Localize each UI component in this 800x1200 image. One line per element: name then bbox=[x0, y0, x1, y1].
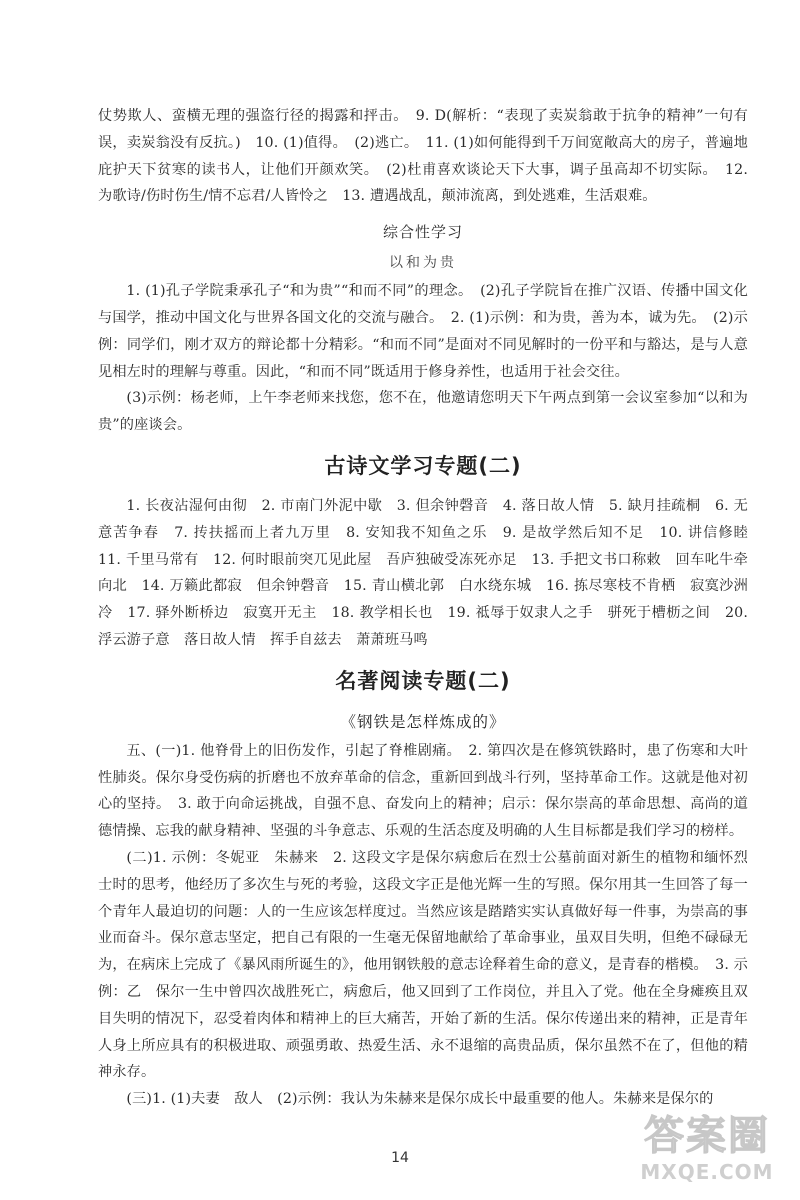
section-title: 名著阅读专题(二) bbox=[335, 668, 511, 693]
answer-paragraph: (三)1. (1)夫妻 敌人 (2)示例：我认为朱赫来是保尔成长中最重要的他人。朱赫来是保尔的 bbox=[126, 1091, 714, 1108]
answer-paragraph: 1. (1)孔子学院秉承孔子“和为贵”“和而不同”的理念。 (2)孔子学院旨在推广汉语、传播中国文化与国学，推动中国文化与世界各国文化的交流与融合。 2. (1)示例：和为贵，善为本，诚为先。 (2)示例：同学们，刚才双方的辩论都十分精彩。“和而不同”是面对不同见解时的一份平和与豁达，是与人意见相左时的理解与尊重。因此，“和而不同”既适用于修身养性，也适用于社会交往。 bbox=[98, 283, 748, 380]
answer-paragraph: 1. 长夜沾湿何由彻 2. 市南门外泥中歇 3. 但余钟磬音 4. 落日故人情 5. 缺月挂疏桐 6. 无意苦争春 7. 抟扶摇而上者九万里 8. 安知我不知鱼之乐 9. 是故学然后知不足 10. 讲信修睦 11. 千里马常有 12. 何时眼前突兀见此屋 吾庐独破受冻死亦足 13. 手把文书口称敕 回车叱牛牵向北 14. 万籁此都寂 但余钟磬音 15. 青山横北郭 白水绕东城 16. 拣尽寒枝不肯栖 寂寞沙洲冷 17. 驿外断桥边 寂寞开无主 18. 教学相长也 19. 祗辱于奴隶人之手 骈死于槽枥之间 20. 浮云游子意 落日故人情 挥手自兹去 萧萧班马鸣 bbox=[98, 497, 763, 648]
section-subheading: 以和为贵 bbox=[389, 255, 457, 272]
page-number: 14 bbox=[391, 1150, 409, 1166]
answer-paragraph: (二)1. 示例：冬妮亚 朱赫来 2. 这段文字是保尔病愈后在烈士公墓前面对新生的植物和缅怀烈士时的思考，他经历了多次生与死的考验，这段文字正是他光辉一生的写照。保尔用其一生回答了每一个青年人最迫切的问题：人的一生应该怎样度过。当然应该是踏踏实实认真做好每一件事，为崇高的事业而奋斗。保尔意志坚定，把自己有限的一生毫无保留地献给了革命事业，虽双目失明，但绝不碌碌无为，在病床上完成了《暴风雨所诞生的》，他用钢铁般的意志诠释着生命的意义，是青春的楷模。 3. 示例：乙 保尔一生中曾四次战胜死亡，病愈后，他又回到了工作岗位，并且入了党。他在全身瘫痪且双目失明的情况下，忍受着肉体和精神上的巨大痛苦，开始了新的生活。保尔传递出来的精神，正是青年人身上所应具有的积极进取、顽强勇敢、热爱生活、永不退缩的高贵品质，保尔虽然不在了，但他的精神永存。 bbox=[98, 849, 748, 1081]
page-content bbox=[98, 103, 763, 1113]
answer-paragraph: 五、(一)1. 他脊骨上的旧伤发作，引起了脊椎剧痛。 2. 第四次是在修筑铁路时，患了伤寒和大叶性肺炎。保尔身受伤病的折磨也不放弃革命的信念，重新回到战斗行列，坚持革命工作。这就是他对初心的坚持。 3. 敢于向命运挑战，自强不息、奋发向上的精神；启示：保尔崇高的革命思想、高尚的道德情操、忘我的献身精神、坚强的斗争意志、乐观的生活态度及明确的人生目标都是我们学习的榜样。 bbox=[98, 742, 748, 840]
section-heading: 综合性学习 bbox=[382, 223, 463, 242]
watermark-logo bbox=[632, 1098, 782, 1190]
book-title: 《钢铁是怎样炼成的》 bbox=[340, 712, 506, 731]
section-title: 古诗文学习专题(二) bbox=[324, 453, 522, 478]
watermark-url: MXQE.COM bbox=[640, 1160, 774, 1184]
watermark-brand: 答案圈 bbox=[644, 1113, 770, 1159]
answer-paragraph: (3)示例：杨老师，上午李老师来找您，您不在，他邀请您明天下午两点到第一会议室参加“以和为贵”的座谈会。 bbox=[98, 390, 748, 434]
answer-paragraph: 仗势欺人、蛮横无理的强盗行径的揭露和抨击。 9. D(解析：“表现了卖炭翁敢于抗争的精神”一句有误，卖炭翁没有反抗。) 10. (1)值得。 (2)逃亡。 11. (1)如何能得到千万间宽敞高大的房子，普遍地庇护天下贫寒的读书人，让他们开颜欢笑。 (2)杜甫喜欢谈论天下大事，调子虽高却不切实际。 12. 为歌诗/伤时伤生/情不忘君/人皆怜之 13. 遭遇战乱，颠沛流离，到处逃难，生活艰难。 bbox=[98, 108, 748, 205]
